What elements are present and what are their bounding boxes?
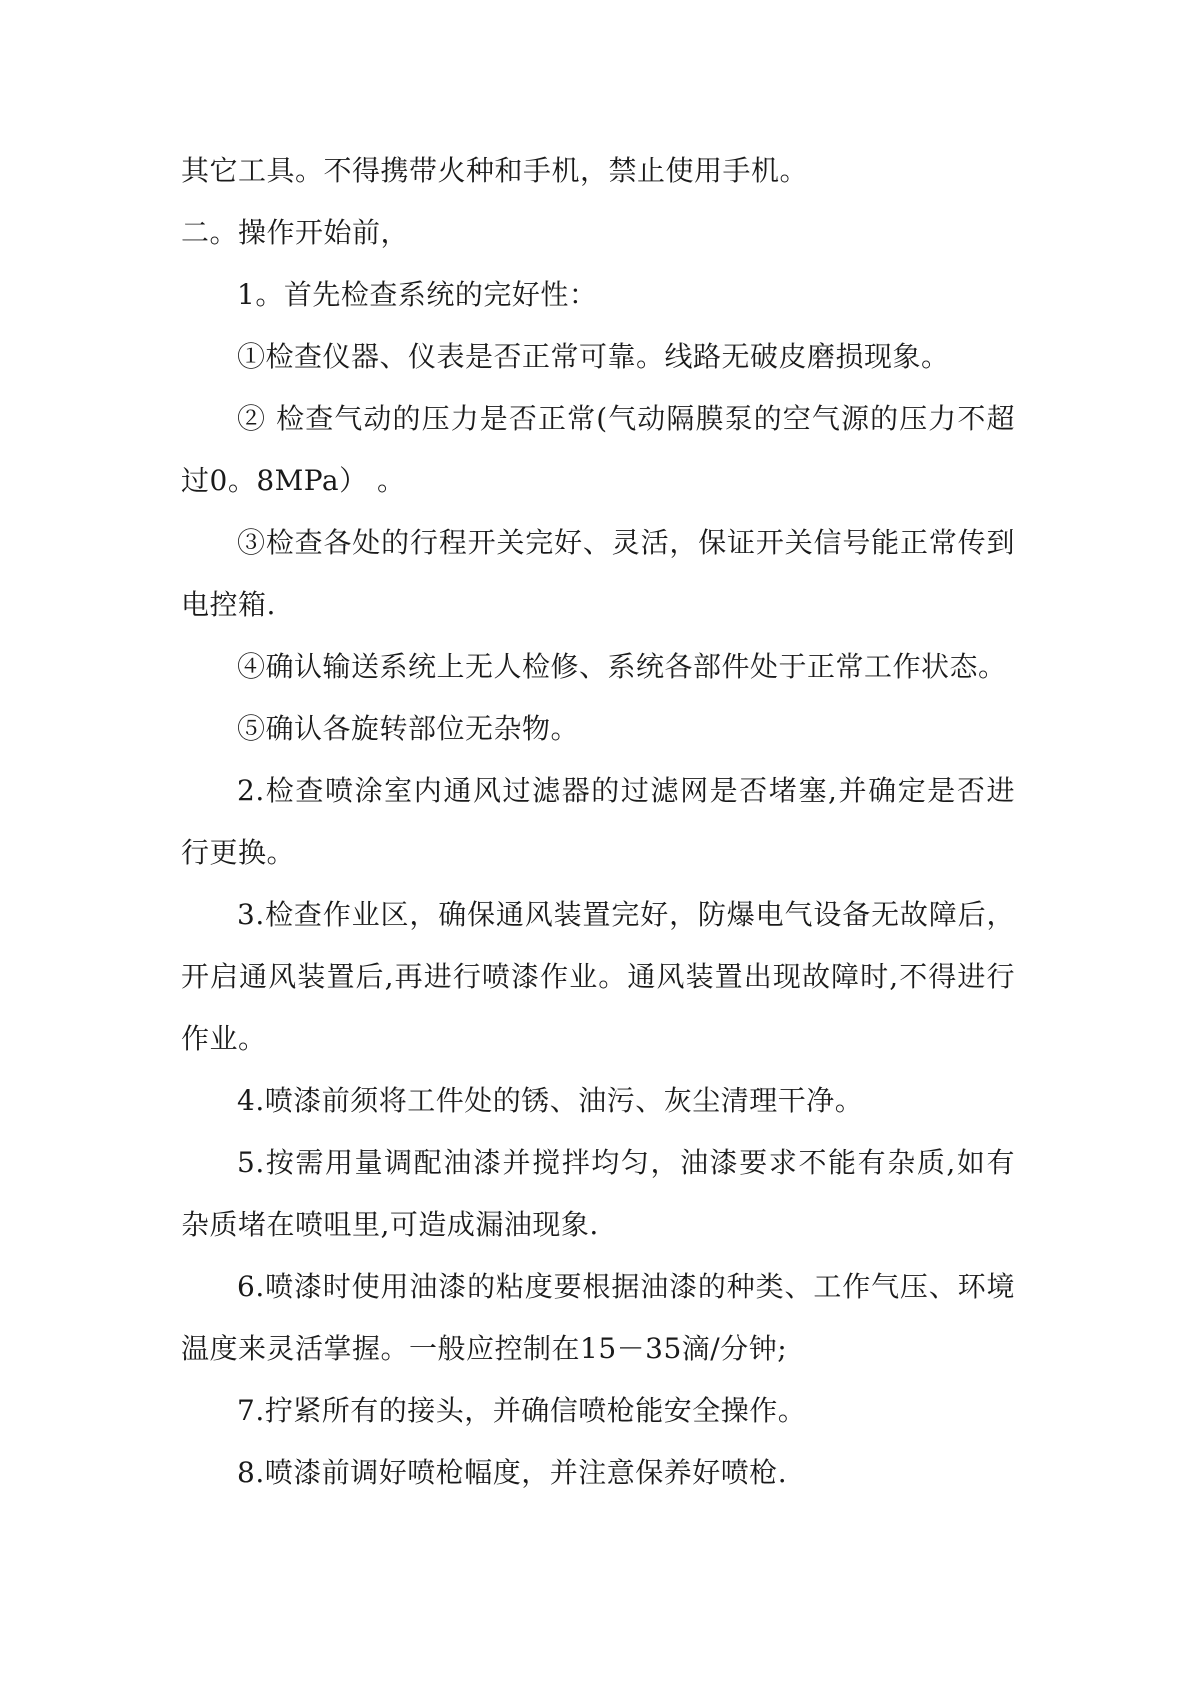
paragraph-check-instruments: ①检查仪器、仪表是否正常可靠。线路无破皮磨损现象。 xyxy=(237,340,950,373)
paragraph-check-pressure: ② 检查气动的压力是否正常(气动隔膜泵的空气源的压力不超过0。8MPa） 。 xyxy=(181,402,1015,497)
paragraph-adjust-spray-gun: 8.喷漆前调好喷枪幅度，并注意保养好喷枪. xyxy=(237,1456,788,1489)
paragraph-confirm-conveyor: ④确认输送系统上无人检修、系统各部件处于正常工作状态。 xyxy=(237,650,1007,683)
paragraph-check-system: 1。首先检查系统的完好性： xyxy=(237,278,598,311)
paragraph-confirm-rotating-parts: ⑤确认各旋转部位无杂物。 xyxy=(237,712,580,745)
paragraph-tighten-joints: 7.拧紧所有的接头，并确信喷枪能安全操作。 xyxy=(237,1394,807,1427)
paragraph-paint-viscosity: 6.喷漆时使用油漆的粘度要根据油漆的种类、工作气压、环境温度来灵活掌握。一般应控制在15－35滴/分钟; xyxy=(181,1270,1015,1365)
paragraph-mix-paint: 5.按需用量调配油漆并搅拌均匀，油漆要求不能有杂质,如有杂质堵在喷咀里,可造成漏油现象. xyxy=(181,1146,1015,1241)
paragraph-clean-workpiece: 4.喷漆前须将工件处的锈、油污、灰尘清理干净。 xyxy=(237,1084,864,1117)
paragraph-check-switches: ③检查各处的行程开关完好、灵活，保证开关信号能正常传到电控箱. xyxy=(181,526,1015,621)
section-heading-before-operation: 二。操作开始前， xyxy=(181,216,410,249)
paragraph-tools-restriction: 其它工具。不得携带火种和手机，禁止使用手机。 xyxy=(181,154,809,187)
document-page xyxy=(181,140,1015,1504)
paragraph-check-ventilation: 3.检查作业区，确保通风装置完好，防爆电气设备无故障后，开启通风装置后,再进行喷漆作业。通风装置出现故障时,不得进行作业。 xyxy=(181,898,1015,1055)
paragraph-check-filter: 2.检查喷涂室内通风过滤器的过滤网是否堵塞,并确定是否进行更换。 xyxy=(181,774,1015,869)
